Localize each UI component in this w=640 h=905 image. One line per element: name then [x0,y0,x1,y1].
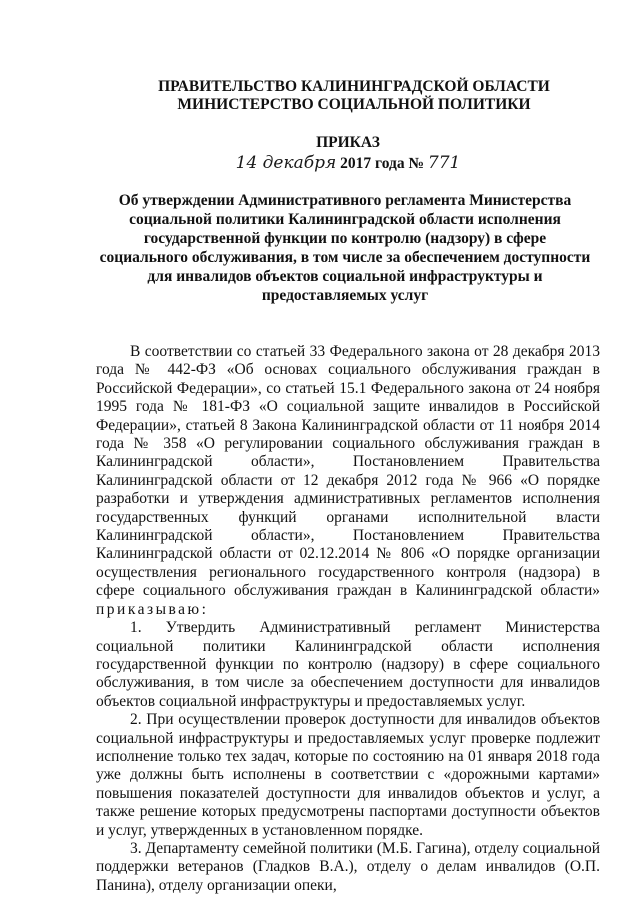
item-2-number: 2. [130,711,142,729]
date-number-line [96,152,600,175]
document-subject [96,191,600,305]
organization-header [108,78,600,114]
handwritten-number: 771 [427,153,461,173]
document-type: ПРИКАЗ [316,134,380,151]
subject-line: социального обслуживания, в том числе за обеспечением доступности [99,249,591,266]
org-name-ministry: МИНИСТЕРСТВО СОЦИАЛЬНОЙ ПОЛИТИКИ [177,96,531,113]
document-body [96,343,600,895]
item-3-text: Департаменту семейной политики (М.Б. Гагина), отделу социальной поддержки ветеранов (Гладков В.А.), отделу о делам инвалидов (О.П. Панина), отделу организации опеки, [96,839,601,894]
subject-line: предоставляемых услуг [261,287,429,304]
subject-line: для инвалидов объектов социальной инфраструктуры и [147,268,543,285]
org-name-government: ПРАВИТЕЛЬСТВО КАЛИНИНГРАДСКОЙ ОБЛАСТИ [158,78,550,95]
subject-line: социальной политики Калининградской области исполнения [129,211,561,228]
order-word: приказываю: [96,600,209,618]
subject-line: Об утверждении Административного регламента Министерства [118,192,572,209]
preamble-text: В соответствии со статьей 33 Федерального закона от 28 декабря 2013 года № 442-ФЗ «Об основах социального обслуживания граждан в Российской Федерации», со статьей 15.1 Федерального закона от 24 ноября 1995 года № 181-ФЗ «О социальной защите инвалидов в Российской Федерации», статьей 8 Закона Калининградской области от 11 ноября 2014 года № 358 «О регулировании социального обслуживания граждан в Калининградской области», Постановлением Правительства Калининградской области от 12 декабря 2012 года № 966 «О порядке разработки и утверждения административных регламентов исполнения государственных функций органами исполнительной власти Калининградской области», Постановлением Правительства Калининградской области от 02.12.2014 № 806 «О порядке организации осуществления регионального государственного контроля (надзора) в сфере социального обслуживания граждан в Калининградской области» [96,343,600,600]
subject-line: государственной функции по контролю (надзору) в сфере [143,230,547,247]
item-1-number: 1. [130,619,142,637]
item-2-text: При осуществлении проверок доступности для инвалидов объектов социальной инфраструктуры и предоставляемых услуг проверке подлежит исполнение только тех задач, которые по состоянию на 01 января 2018 года уже должны быть исполнены в соответствии с «дорожными картами» повышения показателей доступности для инвалидов объектов и услуг, а также решение которых предусмотрены паспортами доступности объектов и услуг, утвержденных в установленном порядке. [96,711,600,839]
item-3-number: 3. [130,839,142,857]
item-1-text: Утвердить Административный регламент Министерства социальной политики Калининградской области исполнения государственной функции по контролю (надзору) в сфере социального обслуживания, в том числе за обеспечением доступности для инвалидов объектов социальной инфраструктуры и предоставляемых услуг. [96,619,601,710]
preamble-paragraph [96,343,600,619]
item-2-paragraph [96,711,600,840]
date-year-label: 2017 года № [340,155,425,172]
item-1-paragraph [96,619,600,711]
item-3-paragraph [96,840,600,895]
handwritten-date: 14 декабря [235,153,337,173]
